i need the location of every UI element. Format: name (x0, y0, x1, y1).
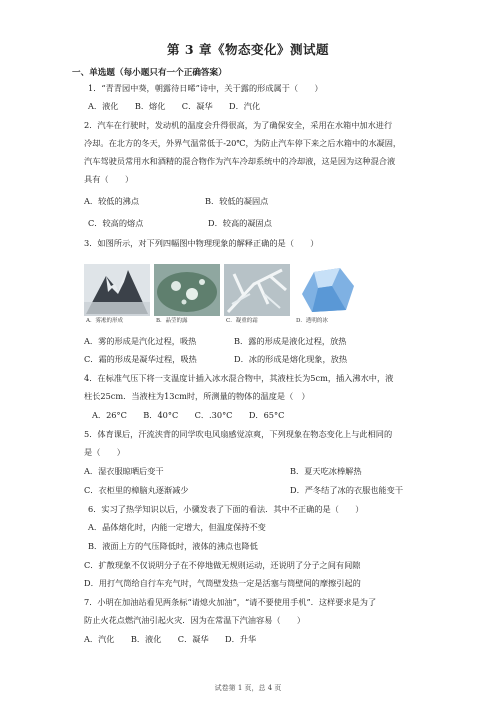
question-5-option-b: B．夏天吃冰棒解热 (290, 466, 362, 476)
mountain-fog-image (84, 264, 150, 316)
question-2-option-d: D．较高的凝固点 (208, 218, 272, 228)
question-7-line-1: 7．小明在加油站看见两条标“请熄火加油”，“请不要使用手机”．这样要求是为了 (84, 597, 377, 607)
question-6-stem: 6．实习了热学知识以后，小骥发表了下面的看法．其中不正确的是（ ） (88, 504, 364, 514)
question-4-line-2: 柱长25cm．当液柱为13cm时，所测量的物体的温度是（ ） (84, 391, 310, 401)
question-2-line-3: 汽车驾驶员常用水和酒精的混合物作为汽车冷却系统中的冷却液，这是因为这种混合液 (84, 156, 396, 166)
question-4-options: A．26°C B．40°C C．.30°C D．65°C (92, 410, 285, 420)
page-footer: 试卷第 1 页，总 4 页 (214, 684, 282, 692)
question-2-option-c: C．较高的熔点 (88, 218, 144, 228)
section-heading: 一、单选题（每小题只有一个正确答案） (72, 68, 227, 78)
figure-a (84, 264, 150, 326)
question-2-line-4: 具有（ ） (84, 174, 134, 184)
question-5-line-1: 5．体育课后，汗流浃背的同学吹电风扇感觉凉爽，下列现象在物态变化上与此相同的 (84, 429, 393, 439)
question-6-option-a: A．晶体熔化时，内能一定增大，但温度保持不变 (88, 522, 266, 532)
figure-c (224, 264, 290, 326)
question-5-option-c: C．衣柜里的樟脑丸逐渐减少 (84, 485, 189, 495)
question-2-line-1: 2．汽车在行驶时，发动机的温度会升得很高，为了确保安全，采用在水箱中加水进行 (84, 120, 393, 130)
figure-b (154, 264, 220, 326)
question-7-options: A．汽化 B．液化 C．凝华 D．升华 (84, 634, 257, 644)
question-5-option-a: A．湿衣服晾晒后变干 (84, 466, 164, 476)
question-1-stem: 1．“青青园中葵，朝露待日晞”诗中，关于露的形成属于（ ） (88, 83, 323, 93)
page-title: 第 3 章《物态变化》测试题 (167, 42, 329, 57)
ice-block-image (294, 264, 360, 316)
question-4-line-1: 4．在标准气压下将一支温度计插入冰水混合物中，其液柱长为5cm，插入沸水中，液 (84, 373, 394, 383)
question-3-option-a: A．雾的形成是汽化过程，吸热 (84, 336, 197, 346)
question-5-line-2: 是（ ） (84, 447, 125, 457)
figure-a-caption: A．雾凇的形成 (86, 318, 123, 324)
question-5-option-d: D．严冬结了冰的衣服也能变干 (290, 485, 404, 495)
question-6-option-b: B．液面上方的气压降低时，液体的沸点也降低 (88, 541, 258, 551)
figure-d (294, 264, 360, 326)
question-2-option-a: A．较低的沸点 (84, 196, 140, 206)
question-2-line-2: 冷却。在北方的冬天，外界气温常低于-20℃，为防止汽车停下来之后水箱中的水凝固， (84, 138, 402, 148)
question-6-option-d: D．用打气筒给自行车充气时，气筒壁发热一定是活塞与筒壁间的摩擦引起的 (84, 578, 361, 588)
question-3-option-c: C．霜的形成是凝华过程，吸热 (84, 354, 197, 364)
question-3-figures (84, 264, 384, 326)
question-6-option-c: C．扩散现象不仅说明分子在不停地做无规则运动，还说明了分子之间有间隙 (84, 560, 361, 570)
question-1-options: A．液化 B．熔化 C．凝华 D．汽化 (88, 101, 261, 111)
figure-d-caption: D．透明的冰 (296, 318, 328, 324)
question-2-option-b: B．较低的凝固点 (205, 196, 269, 206)
figure-c-caption: C．凝重的霜 (226, 318, 258, 324)
question-3-option-b: B．露的形成是液化过程，放热 (234, 336, 347, 346)
question-7-line-2: 防止火花点燃汽油引起火灾．因为在常温下汽油容易（ ） (84, 615, 306, 625)
figure-b-caption: B．晶莹的露 (156, 318, 188, 324)
question-3-option-d: D．冰的形成是熔化现象，放热 (234, 354, 348, 364)
question-3-stem: 3．如图所示，对下列四幅图中物理现象的解释正确的是（ ） (84, 238, 319, 248)
dew-leaf-image (154, 264, 220, 316)
frost-branch-image (224, 264, 290, 316)
